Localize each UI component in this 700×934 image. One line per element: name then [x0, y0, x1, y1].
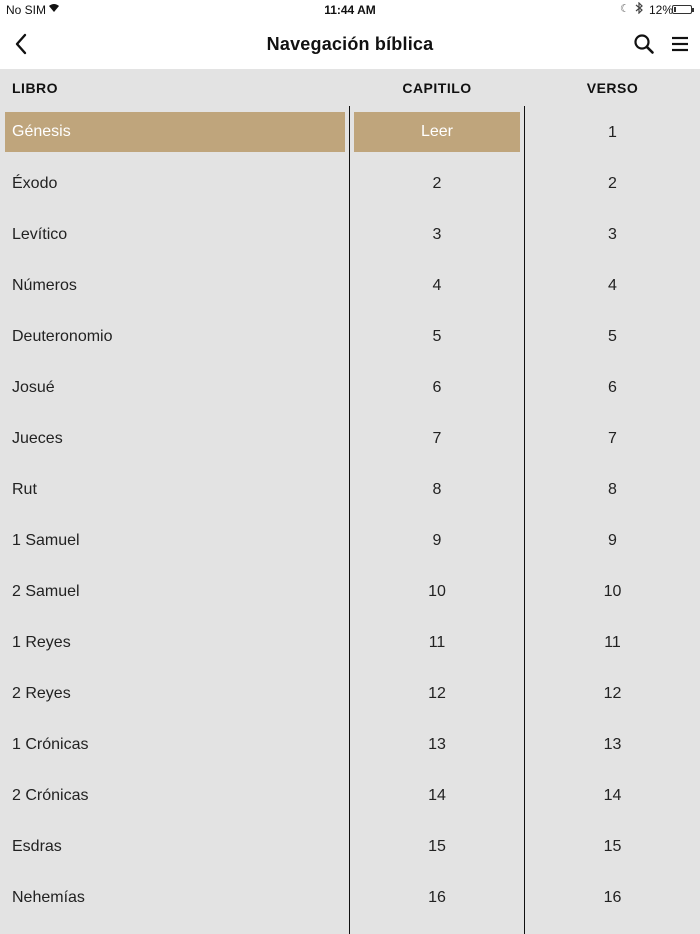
verse-row[interactable] — [525, 107, 700, 158]
chapter-row[interactable] — [350, 158, 524, 209]
chapter-row[interactable] — [350, 617, 524, 668]
book-row[interactable] — [0, 209, 349, 260]
chapter-row[interactable] — [350, 260, 524, 311]
verse-label: 2 — [608, 175, 617, 192]
chapter-row[interactable] — [350, 464, 524, 515]
chapter-row[interactable] — [350, 770, 524, 821]
verse-row[interactable] — [525, 566, 700, 617]
chapter-label: 4 — [432, 277, 442, 294]
nav-bar — [0, 20, 700, 69]
verse-label: 3 — [608, 226, 617, 243]
verse-row[interactable] — [525, 158, 700, 209]
verse-label: 8 — [608, 481, 617, 498]
book-label: 1 Crónicas — [12, 736, 89, 753]
book-label: 2 Reyes — [12, 685, 71, 702]
verse-label: 11 — [604, 634, 621, 651]
book-row[interactable] — [0, 872, 349, 923]
verse-row[interactable] — [525, 515, 700, 566]
book-row[interactable] — [0, 668, 349, 719]
book-row[interactable] — [0, 770, 349, 821]
verse-row[interactable] — [525, 311, 700, 362]
chapter-row[interactable] — [350, 668, 524, 719]
chapter-row[interactable] — [350, 872, 524, 923]
chapter-label: 16 — [428, 889, 446, 906]
chapter-label: 10 — [428, 583, 446, 600]
battery-icon — [672, 5, 692, 14]
chapter-label: 6 — [432, 379, 442, 396]
verse-list — [525, 107, 700, 923]
verse-label: 7 — [608, 430, 617, 447]
do-not-disturb-icon: ☾ — [620, 3, 630, 15]
book-label: 1 Samuel — [12, 532, 80, 549]
book-list — [0, 107, 349, 923]
chapter-row[interactable] — [350, 821, 524, 872]
chapter-list — [350, 107, 524, 923]
book-label: Jueces — [12, 430, 63, 447]
book-row[interactable] — [0, 158, 349, 209]
chapter-row[interactable] — [350, 413, 524, 464]
chapter-label: 13 — [428, 736, 446, 753]
verse-row[interactable] — [525, 719, 700, 770]
book-row[interactable] — [0, 464, 349, 515]
verse-label: 16 — [603, 889, 622, 906]
book-label: Esdras — [12, 838, 62, 855]
book-row[interactable] — [0, 413, 349, 464]
verse-label: 4 — [608, 277, 617, 294]
chapter-label: 11 — [428, 634, 446, 651]
chapter-label: 9 — [432, 532, 442, 549]
battery-percent: 12% — [649, 3, 674, 17]
verse-label: 10 — [603, 583, 622, 600]
battery-tip — [692, 8, 694, 12]
bluetooth-icon — [635, 2, 643, 17]
chapter-row[interactable] — [350, 311, 524, 362]
chapter-label: 7 — [432, 430, 442, 447]
chapter-row[interactable] — [350, 719, 524, 770]
verse-row[interactable] — [525, 821, 700, 872]
book-label: Deuteronomio — [12, 328, 113, 345]
status-time: 11:44 AM — [324, 3, 376, 17]
verse-label: 1 — [608, 124, 617, 141]
book-row[interactable] — [0, 260, 349, 311]
book-selected: Génesis — [5, 112, 345, 152]
verse-label: 9 — [608, 532, 617, 549]
chapter-label: 8 — [432, 481, 442, 498]
menu-icon[interactable] — [666, 30, 694, 58]
column-headers — [0, 69, 700, 107]
chapter-row[interactable] — [350, 209, 524, 260]
carrier-label: No SIM — [6, 3, 47, 17]
verse-label: 6 — [608, 379, 617, 396]
libro-header: LIBRO — [12, 80, 59, 96]
chapter-label: 3 — [432, 226, 442, 243]
chapter-label: 5 — [432, 328, 442, 345]
chapter-selected: Leer — [354, 112, 520, 152]
book-row[interactable] — [0, 515, 349, 566]
verse-row[interactable] — [525, 617, 700, 668]
chapter-row[interactable] — [350, 515, 524, 566]
chapter-label: 2 — [432, 175, 442, 192]
book-label: Josué — [12, 379, 55, 396]
book-row[interactable] — [0, 719, 349, 770]
verso-header: VERSO — [586, 80, 639, 96]
verse-row[interactable] — [525, 872, 700, 923]
status-bar — [0, 0, 700, 20]
verse-row[interactable] — [525, 770, 700, 821]
chapter-row[interactable] — [350, 107, 524, 158]
book-label: 2 Samuel — [12, 583, 80, 600]
book-row[interactable] — [0, 311, 349, 362]
verse-label: 12 — [603, 685, 622, 702]
chapter-label: 12 — [428, 685, 446, 702]
verse-label: 13 — [603, 736, 622, 753]
book-label: Nehemías — [12, 889, 85, 906]
book-row[interactable] — [0, 566, 349, 617]
book-label: 2 Crónicas — [12, 787, 89, 804]
verse-row[interactable] — [525, 362, 700, 413]
verse-row[interactable] — [525, 668, 700, 719]
capitulo-header: CAPITILO — [402, 80, 472, 96]
chapter-label: 15 — [428, 838, 446, 855]
book-label: Números — [12, 277, 77, 294]
book-label: 1 Reyes — [12, 634, 71, 651]
book-row[interactable] — [0, 362, 349, 413]
verse-row[interactable] — [525, 464, 700, 515]
verse-row[interactable] — [525, 260, 700, 311]
book-label: Levítico — [12, 226, 68, 243]
search-icon[interactable] — [630, 30, 658, 58]
chapter-row[interactable] — [350, 566, 524, 617]
chapter-row[interactable] — [350, 362, 524, 413]
verse-label: 14 — [603, 787, 622, 804]
verse-row[interactable] — [525, 209, 700, 260]
book-row[interactable] — [0, 107, 349, 158]
book-row[interactable] — [0, 821, 349, 872]
chapter-label: 14 — [428, 787, 446, 804]
book-row[interactable] — [0, 617, 349, 668]
page-title: Navegación bíblica — [266, 34, 434, 54]
book-label: Éxodo — [12, 175, 58, 192]
verse-label: 5 — [608, 328, 617, 345]
verse-label: 15 — [603, 838, 622, 855]
book-label: Rut — [12, 481, 37, 498]
verse-row[interactable] — [525, 413, 700, 464]
